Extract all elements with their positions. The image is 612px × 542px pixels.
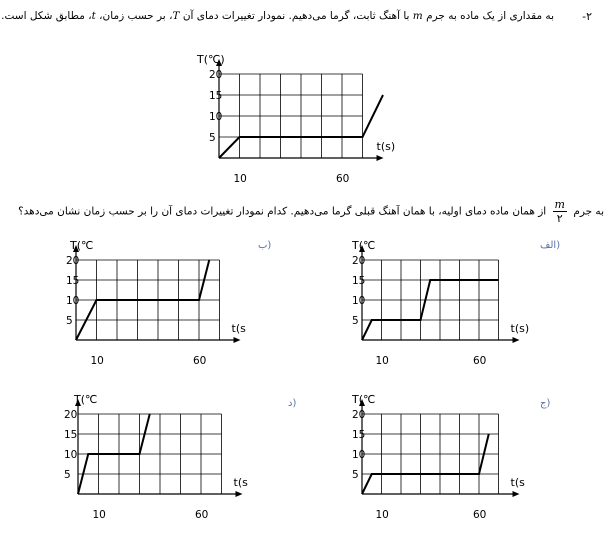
line1-tail: ، مطابق شکل است. (1, 10, 92, 22)
x-tick-label: 60 (193, 355, 207, 367)
option-a-label: الف) (540, 240, 561, 251)
y-tick-label: 15 (352, 429, 366, 441)
x-tick-label: 10 (375, 355, 389, 367)
temperature-series-line (76, 260, 209, 340)
x-axis-label: t(s) (510, 322, 530, 335)
option-b-label: ب) (258, 240, 272, 251)
y-tick-label: 10 (352, 449, 366, 461)
var-T: T (172, 10, 180, 22)
y-axis-label: T(℃) (197, 53, 225, 66)
x-tick-label: 60 (473, 509, 487, 521)
line1-text: به مقداری از یک ماده به جرم (426, 10, 554, 22)
x-axis-arrow-icon (513, 491, 520, 497)
var-t: t (91, 10, 96, 22)
fraction-denominator: ۲ (556, 212, 563, 225)
y-tick-label: 10 (209, 111, 223, 123)
x-axis-arrow-icon (236, 491, 243, 497)
option-b-chart (48, 238, 288, 377)
x-axis-label: t(s) (376, 140, 396, 153)
fraction-numerator: m (554, 198, 565, 211)
x-axis-label: t(s (510, 476, 525, 489)
y-tick-label: 5 (352, 315, 359, 327)
y-axis-label: T(℃ (70, 239, 94, 252)
x-axis-label: t(s (233, 476, 248, 489)
question-line-2 (18, 198, 604, 225)
fraction-m-over-2 (553, 198, 567, 225)
x-axis-arrow-icon (513, 337, 520, 343)
question-number: -۲ (582, 10, 592, 23)
x-tick-label: 60 (336, 173, 350, 185)
y-tick-label: 5 (352, 469, 359, 481)
option-c-chart-svg (338, 392, 568, 527)
y-tick-label: 10 (352, 295, 366, 307)
y-tick-label: 15 (66, 275, 80, 287)
y-tick-label: 5 (66, 315, 73, 327)
x-tick-label: 10 (375, 509, 389, 521)
y-axis-label: T(℃ (352, 239, 376, 252)
y-tick-label: 20 (352, 409, 366, 421)
x-axis-arrow-icon (377, 155, 384, 161)
y-tick-label: 20 (209, 69, 223, 81)
x-tick-label: 60 (473, 355, 487, 367)
option-d-chart-svg (60, 392, 290, 527)
y-tick-label: 20 (352, 255, 366, 267)
line2-start: به جرم (573, 205, 604, 218)
line2-rest: از همان ماده دمای اولیه، با همان آهنگ قبلی گرما می‌دهیم. کدام نمودار تغییرات دمای آن را بر حسب زمان نشان می‌دهد؟ (18, 205, 547, 218)
x-tick-label: 10 (233, 173, 247, 185)
temperature-series-line (362, 434, 489, 494)
option-a-chart-svg (338, 238, 568, 373)
y-tick-label: 15 (64, 429, 78, 441)
x-tick-label: 60 (195, 509, 209, 521)
option-b-chart-svg (48, 238, 288, 373)
x-axis-label: t(s (231, 322, 246, 335)
y-tick-label: 10 (64, 449, 78, 461)
y-axis-label: T(℃ (74, 393, 98, 406)
line1-mid: با آهنگ ثابت، گرما می‌دهیم. نمودار تغییرات دمای آن (182, 10, 410, 22)
question-line-1 (1, 10, 554, 22)
x-axis-arrow-icon (234, 337, 241, 343)
y-tick-label: 15 (352, 275, 366, 287)
option-c-label: ج) (540, 398, 551, 409)
temperature-series-line (362, 280, 499, 340)
option-d-chart (60, 392, 290, 531)
y-tick-label: 10 (66, 295, 80, 307)
main-chart (183, 46, 423, 190)
y-tick-label: 20 (64, 409, 78, 421)
line1-end: ، بر حسب زمان، (99, 10, 173, 22)
option-d-label: د) (288, 398, 297, 409)
y-tick-label: 15 (209, 90, 223, 102)
y-axis-label: T(℃ (352, 393, 376, 406)
y-tick-label: 5 (209, 132, 216, 144)
option-c-chart (338, 392, 568, 531)
option-a-chart (338, 238, 568, 377)
temperature-series-line (78, 414, 150, 494)
var-m: m (412, 10, 423, 22)
x-tick-label: 10 (90, 355, 104, 367)
y-tick-label: 20 (66, 255, 80, 267)
main-chart-svg (183, 46, 423, 186)
y-tick-label: 5 (64, 469, 71, 481)
x-tick-label: 10 (92, 509, 106, 521)
